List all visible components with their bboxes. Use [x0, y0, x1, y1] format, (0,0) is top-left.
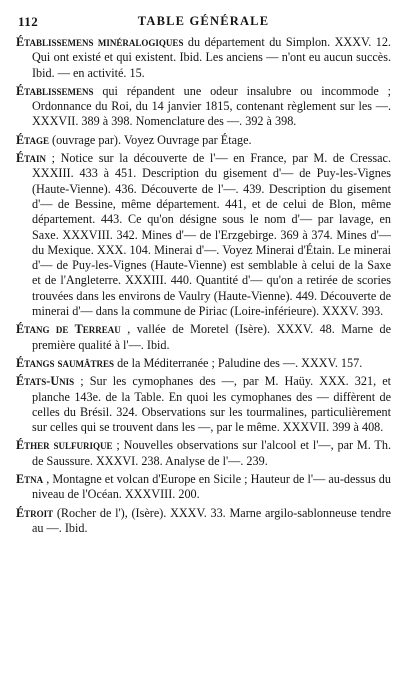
- index-entry: [16, 322, 391, 353]
- index-entry: [16, 133, 391, 148]
- index-entry: [16, 506, 391, 537]
- page-number: 112: [18, 14, 39, 29]
- entry-text: ; Nouvelles observations sur l'alcool et l'—, par M. Th. de Saussure. XXXVI. 238. Analyse de l'—. 239.: [32, 438, 391, 468]
- entry-headword: Étage: [16, 132, 49, 147]
- index-entry: [16, 151, 391, 319]
- index-entry: [16, 374, 391, 435]
- entry-text: de la Méditerranée ; Paludine des —. XXXV. 157.: [114, 355, 363, 370]
- entry-headword: Etna: [16, 472, 44, 487]
- index-entry: [16, 438, 391, 469]
- entry-text: (ouvrage par). Voyez Ouvrage par Étage.: [48, 132, 252, 147]
- entry-text: qui répandent une odeur insalubre ou incommode ; Ordonnance du Roi, du 14 janvier 1815, contenant règlement sur les —. XXXVII. 389 à 398. Nomenclature des —. 392 à 398.: [32, 83, 391, 129]
- entry-text: , Montagne et volcan d'Europe en Sicile ; Hauteur de l'— au-dessus du niveau de l'Océan. XXXVIII. 200.: [32, 472, 391, 502]
- entry-headword: États-Unis: [16, 374, 75, 389]
- index-entry: [16, 356, 391, 371]
- entry-text: , vallée de Moretel (Isère). XXXV. 48. Marne de première qualité à l'—. Ibid.: [32, 322, 391, 352]
- entry-text: du département du Simplon. XXXV. 12. Qui ont existé et qui existent. Ibid. Les anciens — n'ont eu aucun succès. Ibid. — en activité. 15.: [32, 35, 391, 80]
- entry-headword: Éther sulfurique: [16, 438, 113, 453]
- entry-text: ; Sur les cymophanes des —, par M. Haüy. XXX. 321, et planche 143e. de la Table. En quoi les cymophanes des — diffèrent de celles du Brésil. 324. Observations sur les tourmalines, particulièrement sur celles qui se trouvent dans les —, par le même. XXXVII. 399 à 408.: [32, 374, 391, 435]
- entry-headword: Étang de Terreau: [16, 322, 121, 337]
- page-header: [16, 14, 391, 32]
- index-entry: [16, 472, 391, 503]
- entry-text: (Rocher de l'), (Isère). XXXV. 33. Marne argilo-sablonneuse tendre au —. Ibid.: [32, 505, 391, 535]
- index-entry: [16, 35, 391, 81]
- entry-headword: Établissemens: [16, 83, 94, 98]
- index-entry: [16, 84, 391, 130]
- entry-headword: Étangs saumâtres: [16, 355, 115, 370]
- entry-text: ; Notice sur la découverte de l'— en France, par M. de Cressac. XXXIII. 433 à 451. Description du gisement d'— de Puy-les-Vignes (Haute-Vienne). 436. Découverte de l'—. 439. Description du gisement d'— de Bessine, même département. 441, et de celui de Blon, même département. 443. Ce qu'on désigne sous le nom d'— par lavage, en Saxe. XXXVIII. 342. Mines d'— de l'Erzgebirge. 369 à 374. Mines d'— du Mexique. XXX. 104. Minerai d'—. Voyez Minerai d'Étain. Le minerai d'— de Puy-les-Vignes (Haute-Vienne) est semblable à celui de la Saxe et de l'Angleterre. XXXIII. 440. Quantité d'— qu'on a retirée de scories trouvées dans les environs de Vaulry (Haute-Vienne). 449. Découverte de minerai d'— dans la commune de Piriac (Loire-inférieure). XXXV. 393.: [32, 151, 391, 319]
- running-title: TABLE GÉNÉRALE: [137, 14, 270, 28]
- entry-headword: Étroit: [16, 505, 54, 520]
- entry-headword: Étain: [16, 151, 46, 166]
- entry-headword: Établissemens minéralogiques: [16, 35, 184, 49]
